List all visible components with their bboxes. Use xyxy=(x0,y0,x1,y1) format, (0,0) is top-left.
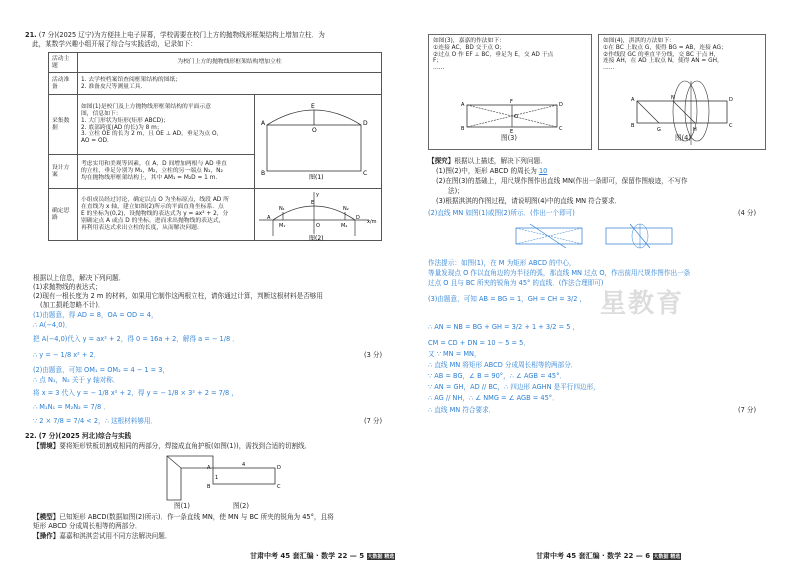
q21-table xyxy=(48,52,382,241)
idea-line-2: 在直线为 x 轴，建立如图(2)所示的平面直角坐标系．点 xyxy=(81,204,224,211)
right-footer-title: 甘肃中考 45 套汇编 · 数学 xyxy=(536,552,622,560)
svg-text:N₂: N₂ xyxy=(343,206,349,212)
coordinate-figure-2 xyxy=(259,190,379,240)
rect-dim-side: 1 xyxy=(215,475,219,481)
row-text-design xyxy=(78,155,255,189)
right-footer xyxy=(536,551,681,561)
explore-tag: 【探究】 xyxy=(428,157,455,165)
answer-2-intro: (2)直线 MN 如图(1)或图(2)所示．(作出一个即可) xyxy=(428,209,575,217)
svg-text:C: C xyxy=(363,170,368,177)
svg-text:x/m: x/m xyxy=(367,219,377,225)
idea-line-3: E 的坐标为(0,2)，设抛物线的表达式为 y = ax² + 2，分 xyxy=(81,211,229,218)
svg-text:N₁: N₁ xyxy=(279,206,285,212)
svg-text:E: E xyxy=(510,129,514,135)
answer-3c: CM = CD + DN = 10 − 5 = 5． xyxy=(428,339,530,347)
q21-score-2: (7 分) xyxy=(364,417,383,425)
box4-line-2: ①在 BC 上取点 G，使得 BG = AB，连接 AG； xyxy=(603,44,727,51)
svg-text:A: A xyxy=(631,97,635,103)
svg-text:D: D xyxy=(277,465,281,471)
q21-answer-7: 将 x = 3 代入 y = − 1/8 x² + 2，得 y = − 1/8 × 3² + 2 = 7/8 ， xyxy=(33,389,238,397)
row-label-idea: 确定思路 xyxy=(49,189,78,241)
fig1-caption: 图(1) xyxy=(309,174,324,181)
right-page-number: 22 — 6 xyxy=(623,552,651,560)
answer-figure-1 xyxy=(510,222,590,252)
data-line-4: 2. 底部跨度(AD 的长)为 8 m； xyxy=(81,124,163,131)
data-line-2: 图，信息如下： xyxy=(81,110,122,117)
operation-tag: 【操作】 xyxy=(33,532,60,540)
figure-cell-2 xyxy=(255,189,382,241)
q22-model-2: 矩形 ABCD 分成周长相等的两部分． xyxy=(33,522,142,530)
idea-line-5: 再利用表达式求出立柱的长度，从而解决问题． xyxy=(81,224,203,231)
question-1-text: (1)图(2)中，矩形 ABCD 的周长为 xyxy=(436,167,537,175)
q21-answer-9: ∵ 2 × 7/8 = 7/4 < 2，∴ 这根材料够用． xyxy=(33,417,158,425)
svg-text:M₁: M₁ xyxy=(279,223,286,229)
svg-text:y: y xyxy=(316,192,319,198)
svg-text:H: H xyxy=(693,127,697,133)
box3-line-4: F； xyxy=(433,58,443,65)
row-text-theme: 为校门上方的抛物线形框架结构增加立柱 xyxy=(78,53,382,73)
q21-answer-2: ∴ A(−4,0)． xyxy=(33,321,72,329)
design-line-2: 的立柱，垂足分别为 M₁，M₂，立柱的另一端点 N₁，N₂ xyxy=(81,168,223,175)
row-label-prep: 活动准备 xyxy=(49,73,78,95)
svg-text:G: G xyxy=(657,127,661,133)
q21-answer-6: ∴ 点 N₁，N₂ 关于 y 轴对称． xyxy=(33,376,120,384)
box4-caption: 图(4) xyxy=(675,134,691,142)
q22-fig1-caption: 图(1) xyxy=(174,502,190,510)
q21-header-line xyxy=(25,32,325,40)
svg-text:N: N xyxy=(671,95,675,101)
prep-line-2: 2. 准备皮尺等测量工具． xyxy=(81,83,147,90)
model-text: 已知矩形 ABCD(数据如图(2)所示)．作一条直线 MN，使 MN 与 BC 所夹的锐角为 45°，且将 xyxy=(59,513,334,521)
svg-text:C: C xyxy=(729,123,733,129)
question-2: (2)在图(3)的基础上，用尺规作图作出直线 MN(作出一条即可，保留作图痕迹，不写作 xyxy=(436,177,688,185)
row-label-design: 设计方案 xyxy=(49,155,78,189)
q21-answer-3: 把 A(−4,0)代入 y = ax² + 2，得 0 = 16a + 2，解得 a = − 1/8 ． xyxy=(33,335,239,343)
row-text-data xyxy=(78,95,255,155)
svg-text:O: O xyxy=(316,223,320,229)
data-line-5: 3. 立柱 OE 的长为 2 m，且 OE ⊥ AD，垂足为点 O， xyxy=(81,131,223,138)
score-b: (7 分) xyxy=(738,406,757,414)
right-badge: 大数据 精选 xyxy=(653,553,681,560)
svg-text:O: O xyxy=(514,114,518,120)
fig2-caption: 图(2) xyxy=(309,235,324,242)
answer-explain-1: 作法提示：如图(1)，在 M 为矩形 ABCD 的中心， xyxy=(428,259,576,267)
box4-line-3: ②作线段 GC 的垂直平分线，交 BC 于点 H， xyxy=(603,51,720,58)
q22-model xyxy=(33,514,334,522)
svg-text:B: B xyxy=(631,123,635,129)
rect-dim-top: 4 xyxy=(242,462,246,468)
q21-part1: (1)求抛物线的表达式； xyxy=(33,283,102,291)
q21-header2: 此，某数学兴趣小组开展了综合与实践活动，记录如下： xyxy=(32,40,197,48)
model-tag: 【模型】 xyxy=(33,513,60,521)
svg-text:A: A xyxy=(207,465,211,471)
box4-line-1: 如图(4)，淇淇的方法如下： xyxy=(603,38,675,44)
prep-line-1: 1. 去学校档案馆查阅框架结构的图纸； xyxy=(81,76,182,83)
question-1 xyxy=(436,168,547,176)
svg-text:B: B xyxy=(207,484,211,490)
q21-number: 21. xyxy=(25,31,37,39)
answer-3b: ∴ AN = NB = BG + GH = 3/2 + 1 + 3/2 = 5 ， xyxy=(428,323,580,331)
q21-answer-8: ∴ M₁N₁ = M₂N₂ = 7/8 ． xyxy=(33,403,110,411)
q21-intro: 根据以上信息，解决下列问题． xyxy=(33,274,126,282)
figure-cell-1 xyxy=(255,95,382,189)
svg-text:A: A xyxy=(267,215,271,221)
left-footer-title: 甘肃中考 45 套汇编 · 数学 xyxy=(250,552,336,560)
left-page-number: 22 — 5 xyxy=(337,552,365,560)
answer-3g: ∵ AN = GH，AD // BC，∴ 四边形 AGHN 是平行四边形， xyxy=(428,383,600,391)
rectangle-abcd-figure xyxy=(207,458,287,498)
q21-score-1: (3 分) xyxy=(364,351,383,359)
row-label-data: 采集数据 xyxy=(49,95,78,155)
data-line-3: 1. 大门形状为矩形(矩形 ABCD)； xyxy=(81,117,170,124)
box3-line-3: ②过点 O 作 EF ⊥ BC，垂足为 E，交 AD 于点 xyxy=(433,51,554,58)
q22-number: 22. xyxy=(25,432,37,440)
answer-figure-2 xyxy=(600,222,680,252)
svg-text:D: D xyxy=(729,97,733,103)
method-box-3 xyxy=(428,34,592,150)
box4-line-5: …… xyxy=(603,65,615,72)
svg-text:A: A xyxy=(261,120,266,127)
method-box-4 xyxy=(598,34,766,150)
q21-answer-5: (2)由题意，可知 OM₁ = OM₂ = 4 − 1 = 3， xyxy=(33,366,170,374)
situation-tag: 【情境】 xyxy=(33,442,60,450)
q21-part2b: (加工损耗忽略不计)． xyxy=(40,301,105,309)
row-label-theme: 活动主题 xyxy=(49,53,78,73)
operation-text: 嘉嘉和淇淇尝试用不同方法解决问题． xyxy=(59,532,172,540)
design-line-3: 均在抛物线形框架结构上，其中 AM₁ = M₂D = 1 m． xyxy=(81,174,222,181)
answer-explain-3: 过点 O 且与 BC 所夹的锐角为 45° 的直线．(作法合理即可) xyxy=(428,279,604,287)
gate-figure-1 xyxy=(259,99,379,179)
explore-line xyxy=(428,158,547,166)
svg-text:O: O xyxy=(312,127,317,134)
q21-part2: (2)现有一根长度为 2 m 的材料，如果用它制作这两根立柱，请你通过计算，判断这根材料是否够用 xyxy=(33,292,323,300)
svg-text:D: D xyxy=(559,102,563,108)
svg-text:C: C xyxy=(277,484,281,490)
q22-header: (7 分)(2025 河北)综合与实践 xyxy=(38,432,132,440)
svg-text:A: A xyxy=(461,102,465,108)
left-badge: 大数据 精选 xyxy=(367,553,395,560)
svg-text:M₂: M₂ xyxy=(341,223,348,229)
answer-3a: (3)由题意，可知 AB = BG = 1，GH = CH = 3/2 ， xyxy=(428,295,587,303)
watermark-text: 星教育 xyxy=(600,289,685,319)
question-3: (3)根据淇淇的作图过程，请说明图(4)中的直线 MN 符合要求． xyxy=(436,197,622,205)
situation-text: 要将矩形铁板切割成相同的两部分，焊接成直角护板(如图(1))，需找到合适的切割线． xyxy=(59,442,312,450)
score-a: (4 分) xyxy=(738,209,757,217)
svg-text:E: E xyxy=(311,103,315,110)
box3-caption: 图(3) xyxy=(501,134,517,142)
svg-text:D: D xyxy=(363,120,368,127)
question-2b: 法)； xyxy=(448,187,464,195)
svg-text:B: B xyxy=(261,170,266,177)
answer-3e: ∴ 直线 MN 将矩形 ABCD 分成周长相等的两部分． xyxy=(428,361,578,369)
q21-header: (7 分)(2025 辽宁)为方便挂上电子屏幕，学校需要在校门上方的抛物线形框架结构上增加立柱．为 xyxy=(38,31,325,39)
q22-situation xyxy=(33,443,311,451)
explore-text: 根据以上描述，解决下列问题． xyxy=(454,157,547,165)
box3-line-1: 如图(3)，嘉嘉的作法如下： xyxy=(433,38,505,44)
answer-3i: ∴ 直线 MN 符合要求． xyxy=(428,406,496,414)
q21-answer-4: ∴ y = − 1/8 x² + 2． xyxy=(33,351,101,359)
fig3-diagram xyxy=(459,97,569,133)
answer-3d: 又 ∵ MN = MN， xyxy=(428,350,481,358)
svg-text:E: E xyxy=(311,200,315,206)
left-footer xyxy=(250,551,395,561)
q21-answer-1: (1)由题意，得 AD = 8，OA = OD = 4， xyxy=(33,311,158,319)
answer-explain-2: 等量发现点 O 作以直角边的为半径的弧，那直线 MN 过点 O，作出前用尺规作图作出一条 xyxy=(428,269,691,277)
svg-text:C: C xyxy=(559,126,563,132)
row-text-prep xyxy=(78,73,382,95)
box3-line-5: …… xyxy=(433,65,445,72)
answer-3h: ∴ AG // NH，∴ ∠ NMG = ∠ AGB = 45°． xyxy=(428,394,559,402)
q22-operation xyxy=(33,533,171,541)
q22-fig2-caption: 图(2) xyxy=(233,502,249,510)
data-line-6: AO = OD． xyxy=(81,138,113,145)
svg-text:D: D xyxy=(356,215,360,221)
design-line-1: 考虑实用和美观等因素，在 A，D 间增加两根与 AD 垂直 xyxy=(81,161,227,168)
row-text-idea xyxy=(78,189,255,241)
data-line-1: 如图(1)是校门及上方抛物线形框架结构的平面示意 xyxy=(81,103,211,110)
answer-3f: ∵ AB = BG，∠ B = 90°，∴ ∠ AGB = 45°． xyxy=(428,372,567,380)
box4-line-4: 连接 AH，在 AD 上取点 N，使得 AN = GH， xyxy=(603,58,723,65)
q22-header-line xyxy=(25,433,131,441)
box3-text xyxy=(433,38,553,72)
box4-text xyxy=(603,38,727,72)
svg-text:B: B xyxy=(461,126,465,132)
question-1-answer: 10 xyxy=(538,167,548,175)
box3-line-2: ①连接 AC，BD 交于点 O； xyxy=(433,44,506,51)
idea-line-1: 小组成员经过讨论，确定以点 O 为坐标原点，线段 AD 所 xyxy=(81,197,229,204)
svg-text:F: F xyxy=(510,99,513,105)
idea-line-4: 别确定点 A 或点 D 的坐标，进而求出抛物线的表达式， xyxy=(81,217,225,224)
